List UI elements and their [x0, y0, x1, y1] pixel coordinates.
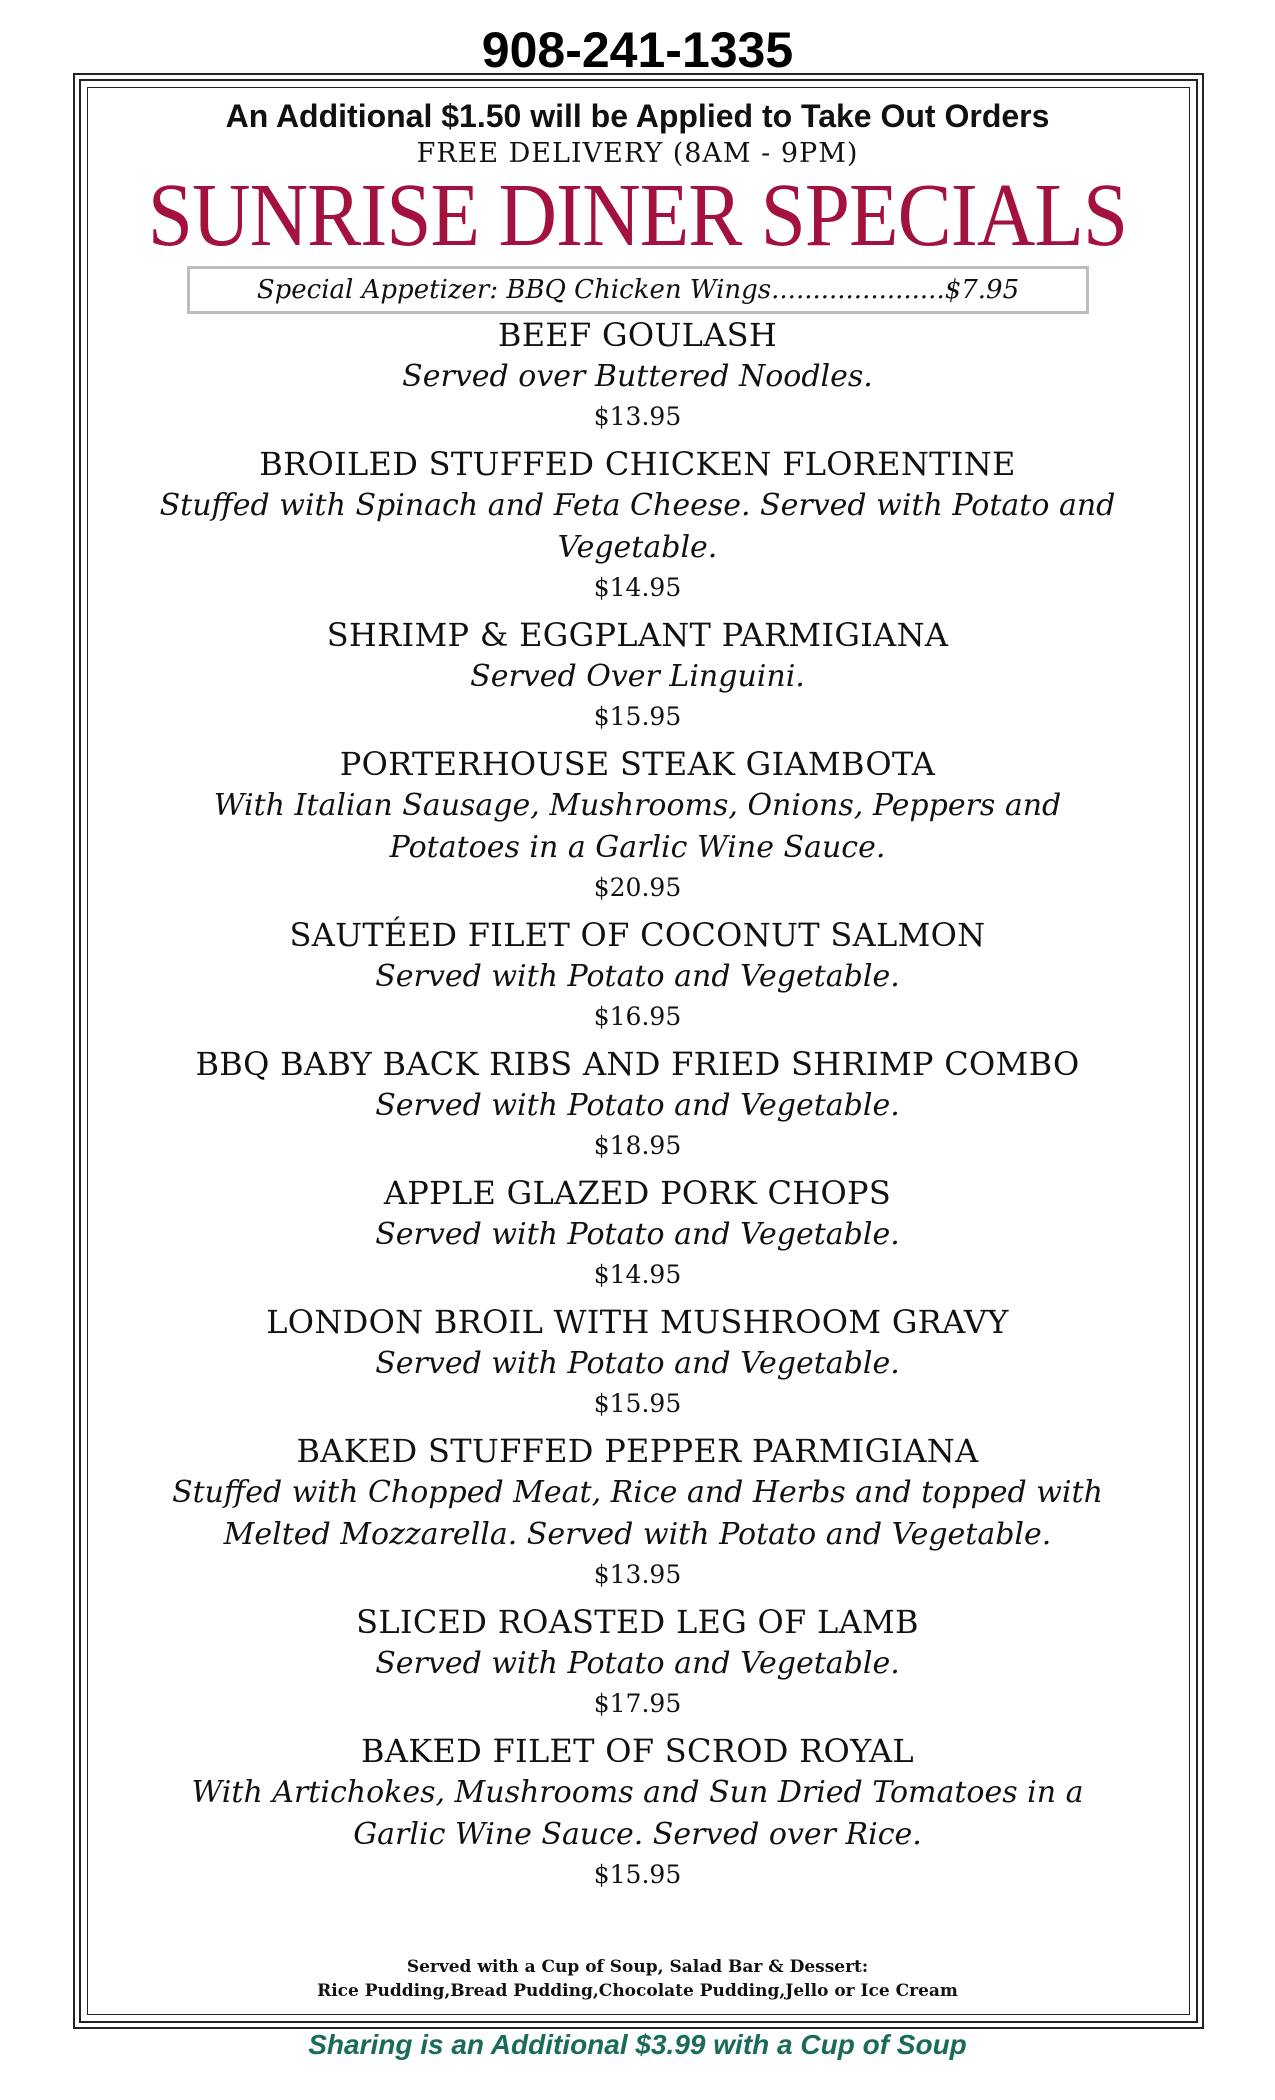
- menu-item-name: SHRIMP & EGGPLANT PARMIGIANA: [326, 616, 949, 654]
- menu-item-description: Served Over Linguini.: [470, 659, 805, 694]
- special-appetizer-box: [187, 266, 1089, 314]
- menu-item-price: $15.95: [593, 1860, 682, 1889]
- menu-item: [150, 314, 1125, 436]
- specials-list: [150, 314, 1125, 1901]
- menu-item: [150, 1043, 1125, 1165]
- menu-item-name: BBQ BABY BACK RIBS AND FRIED SHRIMP COMBO: [195, 1045, 1080, 1083]
- menu-item-price: $13.95: [593, 1560, 682, 1589]
- special-appetizer-text: Special Appetizer: BBQ Chicken Wings.....................$7.95: [256, 275, 1020, 305]
- menu-item-description: With Italian Sausage, Mushrooms, Onions, Peppers and Potatoes in a Garlic Wine Sauce.: [213, 788, 1062, 865]
- sharing-notice: Sharing is an Additional $3.99 with a Cup of Soup: [308, 2029, 967, 2060]
- dessert-options-line: Rice Pudding,Bread Pudding,Chocolate Pudding,Jello or Ice Cream: [317, 1981, 958, 2001]
- menu-item-description: Served with Potato and Vegetable.: [375, 1088, 900, 1123]
- menu-item-price: $14.95: [593, 1260, 682, 1289]
- menu-item-name: SLICED ROASTED LEG OF LAMB: [356, 1603, 919, 1641]
- menu-item: [150, 1730, 1125, 1894]
- menu-item-name: BAKED FILET OF SCROD ROYAL: [361, 1732, 914, 1770]
- menu-item-name: BAKED STUFFED PEPPER PARMIGIANA: [296, 1432, 979, 1470]
- menu-item-description: Stuffed with Spinach and Feta Cheese. Served with Potato and Vegetable.: [159, 488, 1116, 565]
- menu-item-description: Served with Potato and Vegetable.: [375, 1217, 900, 1252]
- menu-item-name: PORTERHOUSE STEAK GIAMBOTA: [339, 745, 936, 783]
- menu-item: [150, 443, 1125, 607]
- menu-item: [150, 1601, 1125, 1723]
- menu-item: [150, 1172, 1125, 1294]
- menu-item-price: $14.95: [593, 573, 682, 602]
- menu-item-price: $13.95: [593, 402, 682, 431]
- menu-item-description: With Artichokes, Mushrooms and Sun Dried Tomatoes in a Garlic Wine Sauce. Served over Rice.: [191, 1775, 1084, 1852]
- menu-item-price: $16.95: [593, 1002, 682, 1031]
- menu-item-price: $15.95: [593, 1389, 682, 1418]
- menu-item: [150, 614, 1125, 736]
- served-with-note: [0, 1955, 1275, 2003]
- menu-item: [150, 914, 1125, 1036]
- menu-item-name: BROILED STUFFED CHICKEN FLORENTINE: [259, 445, 1016, 483]
- menu-item-description: Served with Potato and Vegetable.: [375, 1346, 900, 1381]
- menu-item-name: LONDON BROIL WITH MUSHROOM GRAVY: [266, 1303, 1009, 1341]
- menu-item-description: Served over Buttered Noodles.: [402, 359, 873, 394]
- menu-item-price: $20.95: [593, 873, 682, 902]
- page-title: SUNRISE DINER SPECIALS: [147, 166, 1128, 265]
- menu-item: [150, 1430, 1125, 1594]
- takeout-notice: An Additional $1.50 will be Applied to Take Out Orders: [225, 98, 1050, 134]
- served-with-line: Served with a Cup of Soup, Salad Bar & Dessert:: [406, 1957, 869, 1977]
- menu-item-description: Served with Potato and Vegetable.: [375, 959, 900, 994]
- menu-item: [150, 1301, 1125, 1423]
- menu-item-name: BEEF GOULASH: [497, 316, 778, 354]
- menu-item-description: Served with Potato and Vegetable.: [375, 1646, 900, 1681]
- menu-item-name: APPLE GLAZED PORK CHOPS: [383, 1174, 892, 1212]
- delivery-notice: FREE DELIVERY (8AM - 9PM): [416, 138, 859, 169]
- menu-item-name: SAUTÉED FILET OF COCONUT SALMON: [289, 916, 986, 954]
- phone-number: 908-241-1335: [481, 22, 794, 78]
- menu-item-price: $17.95: [593, 1689, 682, 1718]
- menu-item-price: $15.95: [593, 702, 682, 731]
- menu-item-price: $18.95: [593, 1131, 682, 1160]
- menu-item: [150, 743, 1125, 907]
- menu-item-description: Stuffed with Chopped Meat, Rice and Herbs and topped with Melted Mozzarella. Served with Potato and Vegetable.: [172, 1475, 1103, 1552]
